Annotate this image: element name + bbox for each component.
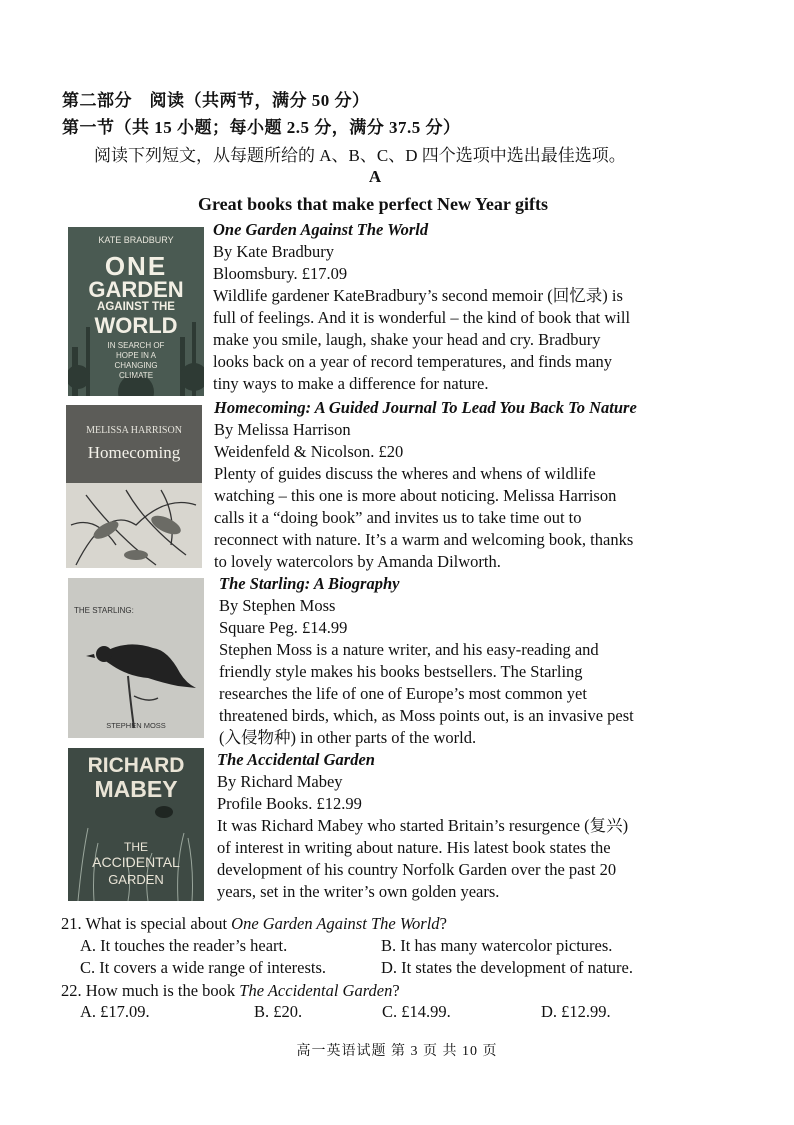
question-stem-title: The Accidental Garden — [239, 981, 393, 1000]
book-author: By Richard Mabey — [217, 772, 343, 791]
book-author: By Stephen Moss — [219, 596, 336, 615]
book-entry — [214, 397, 685, 573]
cover-title-line: ACCIDENTAL — [92, 854, 180, 870]
desc-line: calls it a “doing book” and invites us to take time out to — [214, 508, 582, 527]
option-22-a[interactable]: A. £17.09. — [80, 1002, 150, 1021]
option-21-b[interactable]: B. It has many watercolor pictures. — [381, 936, 613, 955]
book-publisher-price: Bloomsbury. £17.09 — [213, 264, 348, 283]
book-publisher-price: Profile Books. £12.99 — [217, 794, 362, 813]
desc-line: watching – this one is more about noticing. Melissa Harrison — [214, 486, 617, 505]
desc-line: of interest in writing about nature. His latest book states the — [217, 838, 611, 857]
book-publisher-price: Square Peg. £14.99 — [219, 618, 348, 637]
desc-line: reconnect with nature. It’s a warm and welcoming book, thanks — [214, 530, 634, 549]
book-title: The Starling: A Biography — [219, 574, 400, 593]
cover-one-garden — [68, 227, 204, 396]
desc-line: threatened birds, which, as Moss points out, is an invasive pest — [219, 706, 634, 725]
question-stem-end: ? — [439, 914, 447, 933]
book-description — [219, 639, 685, 749]
desc-line: Plenty of guides discuss the wheres and whens of wildlife — [214, 464, 596, 483]
book-title: Homecoming: A Guided Journal To Lead You Back To Nature — [214, 398, 637, 417]
book-author: By Kate Bradbury — [213, 242, 334, 261]
cover-title: Homecoming — [87, 443, 181, 462]
page-footer: 高一英语试题 第 3 页 共 10 页 — [296, 1044, 498, 1059]
cover-title-line: GARDEN — [108, 872, 164, 887]
option-22-c[interactable]: C. £14.99. — [382, 1002, 451, 1021]
desc-line: years, set in the writer’s own golden years. — [217, 882, 500, 901]
cover-subtitle: CHANGING — [114, 361, 158, 370]
question-stem: 22. How much is the book — [61, 981, 240, 1000]
cover-author: STEPHEN MOSS — [106, 721, 166, 730]
question-22 — [61, 980, 400, 1002]
desc-line: researches the life of one of Europe’s most common yet — [219, 684, 587, 703]
cover-author: MELISSA HARRISON — [86, 425, 182, 436]
option-22-b[interactable]: B. £20. — [254, 1002, 303, 1021]
instruction-text: 阅读下列短文，从每题所给的 A、B、C、D 四个选项中选出最佳选项。 — [94, 146, 626, 165]
question-21 — [61, 913, 447, 935]
cover-title-line: GARDEN — [88, 277, 184, 302]
cover-author-last: MABEY — [94, 776, 178, 802]
cover-subtitle: IN SEARCH OF — [107, 341, 165, 350]
question-stem: 21. What is special about — [61, 914, 232, 933]
section-heading: 第一节（共 15 小题；每小题 2.5 分，满分 37.5 分） — [62, 118, 461, 137]
cover-subtitle: HOPE IN A — [115, 351, 156, 360]
option-21-a[interactable]: A. It touches the reader’s heart. — [80, 936, 288, 955]
cover-title: THE STARLING: — [74, 606, 134, 615]
question-stem-title: One Garden Against The World — [231, 914, 440, 933]
book-author: By Melissa Harrison — [214, 420, 351, 439]
desc-line: friendly style makes his books bestsellers. The Starling — [219, 662, 583, 681]
book-entry — [213, 219, 685, 395]
cover-title-line: WORLD — [94, 313, 178, 338]
book-entry — [217, 749, 685, 903]
cover-author-first: RICHARD — [87, 754, 185, 777]
cover-title-line: AGAINST THE — [97, 301, 175, 313]
book-entry — [219, 573, 685, 749]
option-21-c[interactable]: C. It covers a wide range of interests. — [80, 958, 327, 977]
cover-homecoming — [66, 405, 202, 568]
desc-line: tiny ways to make a difference for nature. — [213, 374, 489, 393]
book-description — [213, 285, 685, 395]
cover-author: KATE BRADBURY — [98, 235, 174, 245]
question-stem-end: ? — [392, 981, 400, 1000]
desc-line: looks back on a year of record temperatures, and finds many — [213, 352, 613, 371]
desc-line: It was Richard Mabey who started Britain’s resurgence (复兴) — [217, 816, 629, 835]
part-heading: 第二部分 阅读（共两节，满分 50 分） — [62, 91, 370, 110]
cover-title-line: ONE — [104, 251, 168, 281]
desc-line: (入侵物种) in other parts of the world. — [219, 728, 477, 747]
desc-line: make you smile, laugh, shake your head and cry. Bradbury — [213, 330, 601, 349]
cover-title-line: THE — [124, 840, 148, 854]
desc-line: development of his country Norfolk Garden over the past 20 — [217, 860, 617, 879]
cover-subtitle: CLIMATE — [118, 371, 154, 380]
book-description — [214, 463, 685, 573]
option-21-d[interactable]: D. It states the development of nature. — [381, 958, 634, 977]
desc-line: Wildlife gardener KateBradbury’s second memoir (回忆录) is — [213, 286, 623, 305]
desc-line: full of feelings. And it is wonderful – the kind of book that will — [213, 308, 631, 327]
passage-heading: Great books that make perfect New Year gifts — [197, 194, 549, 214]
desc-line: Stephen Moss is a nature writer, and his easy-reading and — [219, 640, 599, 659]
book-publisher-price: Weidenfeld & Nicolson. £20 — [214, 442, 404, 461]
passage-letter: A — [368, 167, 382, 186]
option-22-d[interactable]: D. £12.99. — [541, 1002, 611, 1021]
cover-accidental-garden — [68, 748, 204, 901]
book-description — [217, 815, 685, 903]
bird-illustration — [68, 578, 204, 738]
book-title: The Accidental Garden — [217, 750, 375, 769]
book-title: One Garden Against The World — [213, 220, 429, 239]
desc-line: to lovely watercolors by Amanda Dilworth. — [214, 552, 501, 571]
cover-starling — [68, 578, 204, 738]
